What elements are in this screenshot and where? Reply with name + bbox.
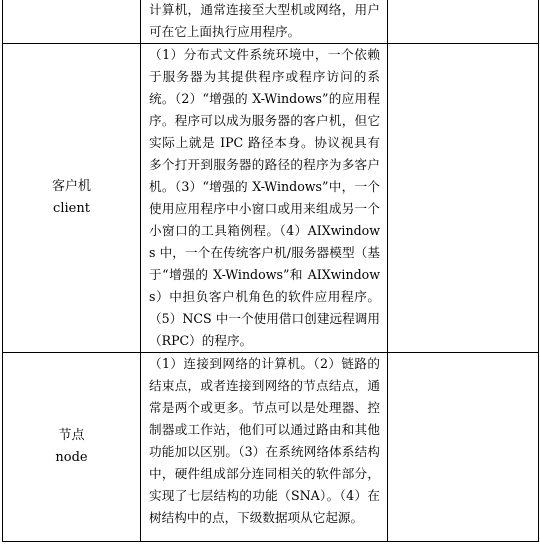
term-chinese: 客户机 <box>51 179 91 194</box>
term-english: client <box>53 201 90 216</box>
note-cell <box>388 44 539 353</box>
definition-text: （1）连接到网络的计算机。（2）链路的结束点，或者连接到网络的节点结点，通常是两个或更多。节点可以是处理器、控制器或工作站，他们可以通过路由和其他功能加以区别。（3）在系统网络体系结构中，硬件组成部分连同相关的软件部分，实现了七层结构的功能（SNA）。（4）在树结构中的点，下级数据项从它起源。 <box>149 356 380 525</box>
definition-text: 计算机，通常连接至大型机或网络，用户可在它上面执行应用程序。 <box>149 2 380 39</box>
table-row <box>3 353 539 542</box>
definition-text: （1）分布式文件系统环境中，一个依赖于服务器为其提供程序或程序访问的系统。（2）“增强的 X-Windows”的应用程序。程序可以成为服务器的客户机，但它实际上就是 IPC 路径本身。协议视具有多个打开到服务器的路径的程序为多客户机。（3）“增强的 X-Windows”中，一个使用应用程序中小窗口或用来组成另一个小窗口的工具箱例程。（4）AIXwindows 中，一个在传统客户机/服务器模型（基于“增强的 X-Windows”和 AIXwindows）中担负客户机角色的软件应用程序。（5）NCS 中一个使用借口创建远程调用（RPC）的程序。 <box>149 47 380 348</box>
table-row <box>3 44 539 353</box>
note-cell <box>388 353 539 542</box>
definition-cell <box>141 353 388 542</box>
term-cell <box>3 353 141 542</box>
glossary-table <box>2 0 539 542</box>
term-cell <box>3 44 141 353</box>
table-row <box>3 0 539 44</box>
term-cell <box>3 0 141 44</box>
term-chinese: 节点 <box>58 428 85 443</box>
term-english: node <box>55 450 88 465</box>
definition-cell <box>141 0 388 44</box>
definition-cell <box>141 44 388 353</box>
note-cell <box>388 0 539 44</box>
